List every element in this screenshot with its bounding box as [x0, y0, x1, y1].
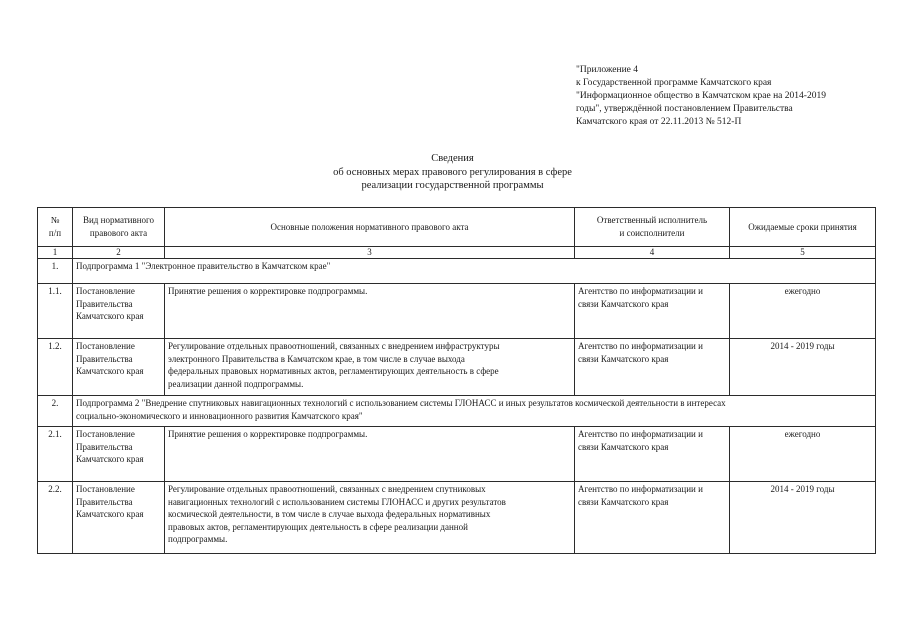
table-row: [38, 284, 876, 339]
header-provisions: Основные положения нормативного правового акта: [165, 208, 575, 247]
deadline: 2014 - 2019 годы: [730, 482, 876, 554]
row-number: 2.1.: [38, 427, 73, 482]
column-number: 3: [165, 247, 575, 259]
act-type: Постановление Правительства Камчатского края: [73, 482, 165, 554]
table-row: [38, 482, 876, 554]
table-header-row: [38, 208, 876, 247]
title-line-2: об основных мерах правового регулирования в сфере: [333, 166, 572, 178]
column-number: 4: [575, 247, 730, 259]
provision: Принятие решения о корректировке подпрограммы.: [165, 427, 575, 482]
provision: Принятие решения о корректировке подпрограммы.: [165, 284, 575, 339]
subprogram-1-row: [38, 259, 876, 284]
executor: Агентство по информатизации и связи Камчатского края: [575, 339, 730, 396]
title-line-3: реализации государственной программы: [361, 180, 544, 191]
subprogram-2-row: [38, 396, 876, 427]
row-number: 2.: [38, 396, 73, 427]
column-number: 2: [73, 247, 165, 259]
row-number: 1.: [38, 259, 73, 284]
act-type: Постановление Правительства Камчатского края: [73, 339, 165, 396]
title-line-1: Сведения: [431, 153, 474, 164]
provision: Регулирование отдельных правоотношений, связанных с внедрением инфраструктуры электронного Правительства в Камчатском крае, в том числе в случае выхода федеральных правовых нормативных актов, регламентирующих деятельность в сфере реализации данной подпрограммы.: [165, 339, 575, 396]
row-number: 2.2.: [38, 482, 73, 554]
header-deadline: Ожидаемые сроки принятия: [730, 208, 876, 247]
executor: Агентство по информатизации и связи Камчатского края: [575, 482, 730, 554]
document-title: [300, 152, 605, 193]
table-row: [38, 427, 876, 482]
subprogram-title: Подпрограмма 1 "Электронное правительство в Камчатском крае": [73, 259, 876, 284]
header-executor: Ответственный исполнитель и соисполнители: [575, 208, 730, 247]
table-row: [38, 339, 876, 396]
appendix-note: "Приложение 4 к Государственной программе Камчатского края "Информационное общество в Камчатском крае на 2014-2019 годы", утверждённой постановлением Правительства Камчатского края от 22.11.2013 № 512-П: [576, 65, 826, 127]
column-number: 5: [730, 247, 876, 259]
measures-table: [37, 207, 876, 554]
header-act-type: Вид нормативного правового акта: [73, 208, 165, 247]
row-number: 1.1.: [38, 284, 73, 339]
deadline: ежегодно: [730, 284, 876, 339]
column-number: 1: [38, 247, 73, 259]
header-num: № п/п: [38, 208, 73, 247]
deadline: ежегодно: [730, 427, 876, 482]
subprogram-title: Подпрограмма 2 "Внедрение спутниковых навигационных технологий с использованием системы ГЛОНАСС и иных результатов космической деятельности в интересах социально-экономического и инновационного развития Камчатского края": [73, 396, 876, 427]
executor: Агентство по информатизации и связи Камчатского края: [575, 427, 730, 482]
act-type: Постановление Правительства Камчатского края: [73, 284, 165, 339]
provision: Регулирование отдельных правоотношений, связанных с внедрением спутниковых навигационных технологий с использованием системы ГЛОНАСС и других результатов космической деятельности, в том числе в случае выхода федеральных нормативных правовых актов, регламентирующих деятельность в сфере реализации данной подпрограммы.: [165, 482, 575, 554]
deadline: 2014 - 2019 годы: [730, 339, 876, 396]
column-number-row: [38, 247, 876, 259]
row-number: 1.2.: [38, 339, 73, 396]
act-type: Постановление Правительства Камчатского края: [73, 427, 165, 482]
executor: Агентство по информатизации и связи Камчатского края: [575, 284, 730, 339]
